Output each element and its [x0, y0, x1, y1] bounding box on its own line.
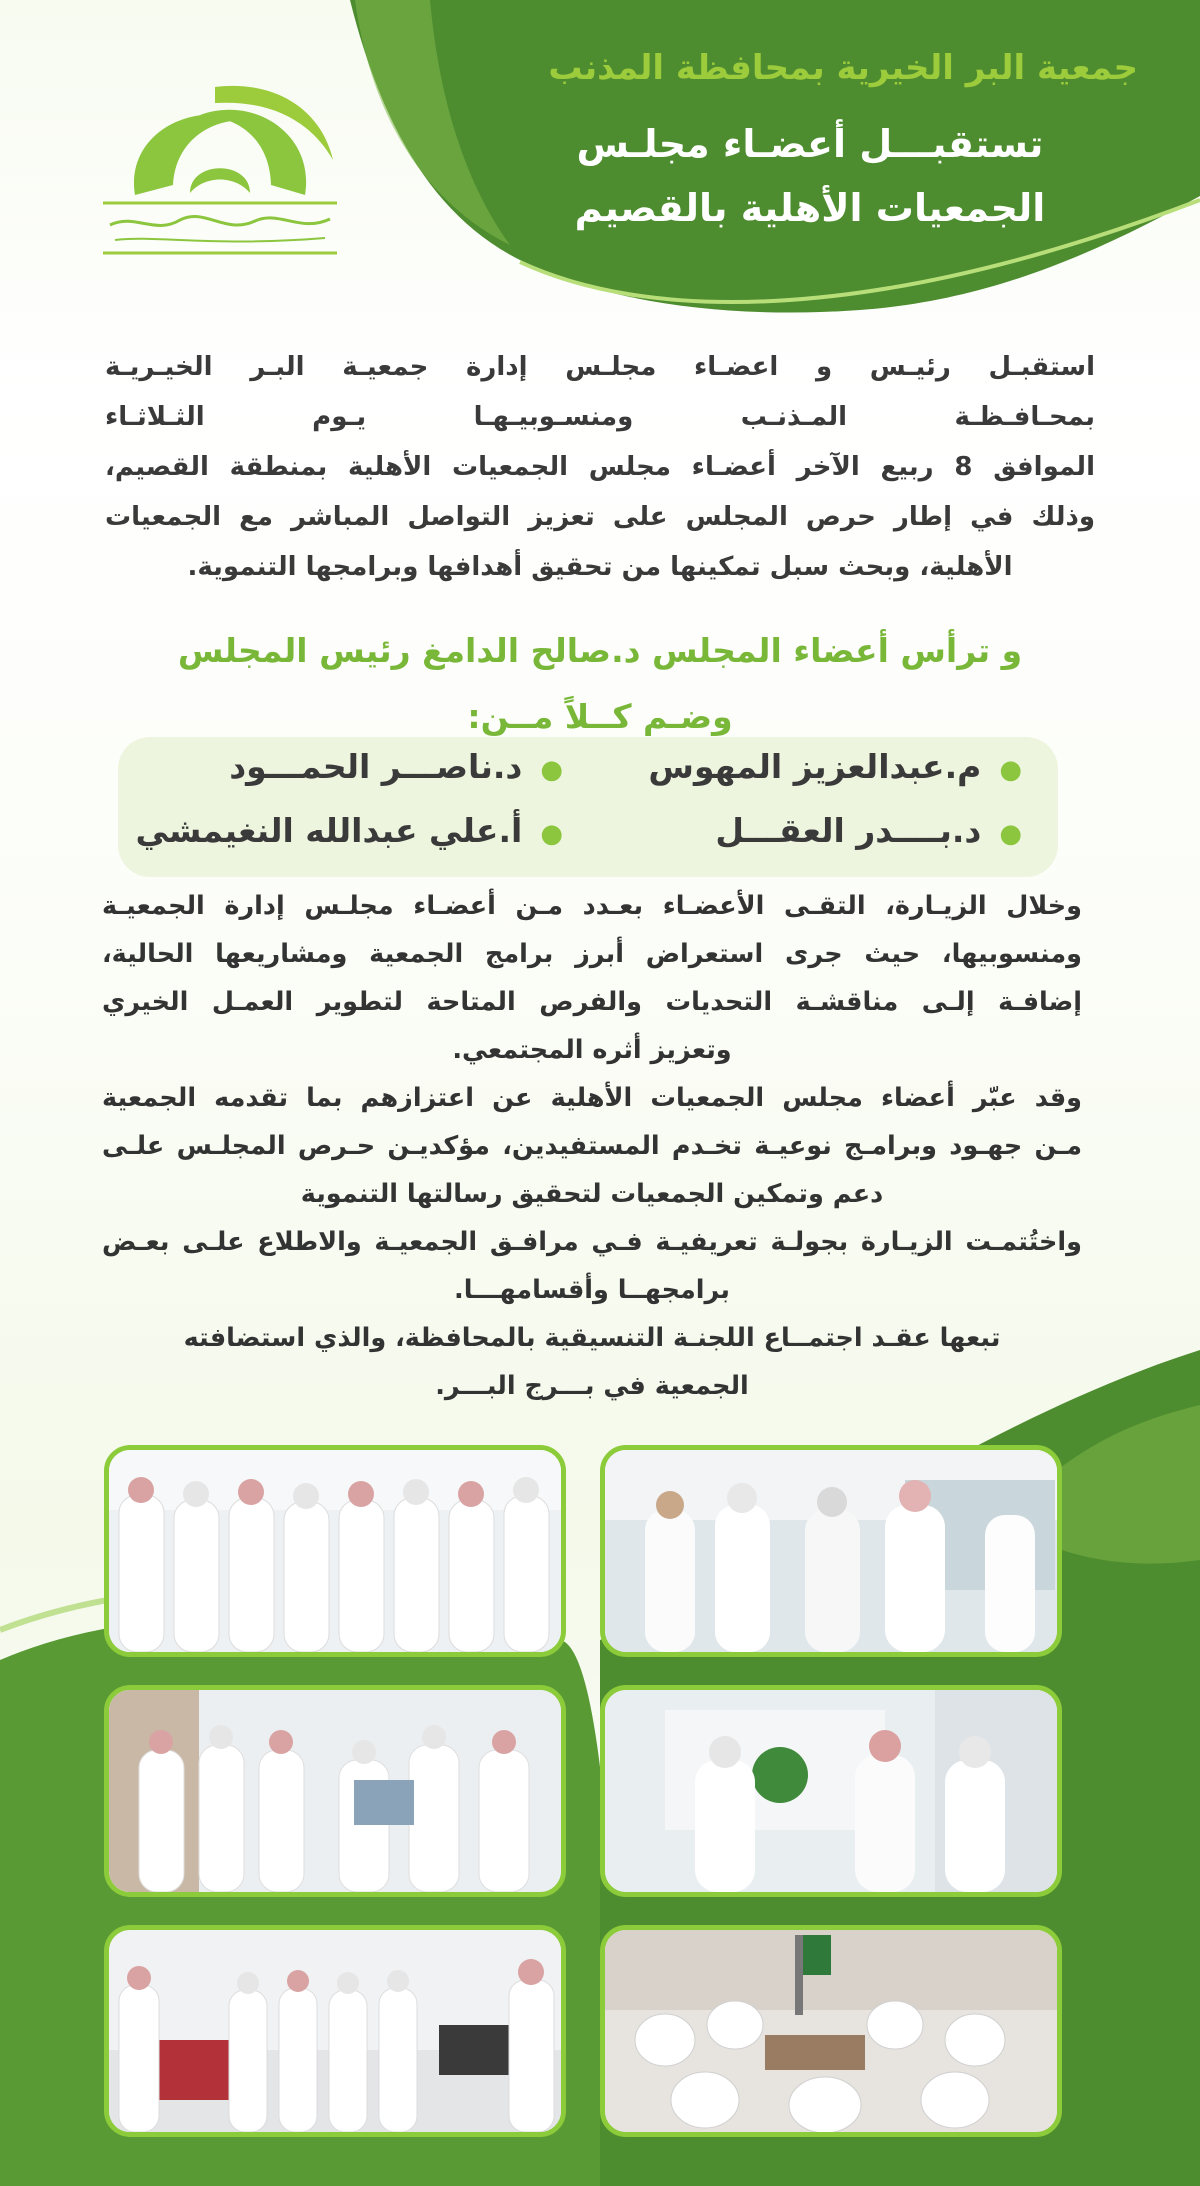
- body-line: وخلال الزيـارة، التقـى الأعضـاء بعـدد مـن أعضـاء مجلـس إدارة الجمعيـة: [102, 891, 1082, 921]
- bullet-icon: ●: [540, 819, 563, 849]
- photo-group-standing: [104, 1445, 566, 1657]
- body-line: إضافـة إلـى مناقشـة التحديات والفرص المتاحة لتطوير العمـل الخيري: [102, 987, 1082, 1017]
- member-item: ●م.عبدالعزيز المهوس: [648, 747, 1022, 786]
- intro-line: الأهلية، وبحث سبل تمكينها من تحقيق أهدافها وبرامجها التنموية.: [187, 552, 1013, 582]
- body-line: الجمعية في بـــرج البـــر.: [435, 1371, 749, 1401]
- bullet-icon: ●: [540, 755, 563, 785]
- body-line: وقد عبّر أعضاء مجلس الجمعيات الأهلية عن اعتزازهم بما تقدمه الجمعية: [102, 1083, 1082, 1113]
- intro-line: الموافق 8 ربيع الآخر أعضـاء مجلس الجمعيات الأهلية بمنطقة القصيم،: [105, 452, 1095, 482]
- intro-line: وذلك في إطار حرص المجلس على تعزيز التواصل المباشر مع الجمعيات: [105, 502, 1095, 532]
- body-line: برامجهــا وأقسامهـــا.: [454, 1275, 730, 1305]
- body-paragraphs: [102, 882, 1082, 1410]
- body-line: مـن جهـود وبرامـج نوعيـة تخـدم المستفيدين، مؤكديـن حـرص المجلـس علـى: [102, 1131, 1082, 1161]
- headline-line-1: تستقبـــل أعضـاء مجلـس: [576, 122, 1044, 166]
- intro-line: بمحـافـظـة المـذنـب ومنسـوبيـهـا يـوم الثـلاثـاء: [105, 402, 1095, 432]
- photo-office-tour: [104, 1925, 566, 2137]
- member-item: ●أ.علي عبدالله النغيمشي: [135, 811, 563, 850]
- body-line: وتعزيز أثره المجتمعي.: [452, 1035, 732, 1065]
- photo-handshake-entrance: [600, 1445, 1062, 1657]
- chair-line-2: وضـم كــلاً مــن:: [467, 697, 733, 736]
- headline-line-2: الجمعيات الأهلية بالقصيم: [574, 186, 1046, 230]
- headline: [530, 112, 1090, 240]
- member-item: ●د.ناصـــر الحمـــود: [229, 747, 563, 786]
- body-line: تبعها عقـد اجتمــاع اللجنـة التنسيقية بالمحافظة، والذي استضافته: [183, 1323, 1001, 1353]
- chair-statement: [100, 618, 1100, 750]
- bullet-icon: ●: [999, 819, 1022, 849]
- photo-greeting-logo-wall: [600, 1685, 1062, 1897]
- charity-logo-icon: [95, 75, 345, 265]
- members-list: [118, 737, 1058, 877]
- intro-paragraph: [105, 342, 1095, 592]
- body-line: واختُتمـت الزيـارة بجولـة تعريفيـة فـي مرافـق الجمعيـة والاطلاع علـى بعـض: [102, 1227, 1082, 1257]
- organization-name: جمعية البر الخيرية بمحافظة المذنب: [548, 48, 1138, 88]
- chair-line-1: و ترأس أعضاء المجلس د.صالح الدامغ رئيس المجلس: [177, 631, 1023, 670]
- member-item: ●د.بــــدر العقـــل: [715, 811, 1022, 850]
- body-line: دعم وتمكين الجمعيات لتحقيق رسالتها التنموية: [300, 1179, 884, 1209]
- body-line: ومنسوبيها، حيث جرى استعراض أبرز برامج الجمعية ومشاريعها الحالية،: [102, 939, 1082, 969]
- bullet-icon: ●: [999, 755, 1022, 785]
- photo-document-presentation: [104, 1685, 566, 1897]
- intro-line: استقبـل رئيـس و اعضـاء مجلـس إدارة جمعيـة البـر الخيـريـة: [105, 352, 1095, 382]
- photo-meeting-circle: [600, 1925, 1062, 2137]
